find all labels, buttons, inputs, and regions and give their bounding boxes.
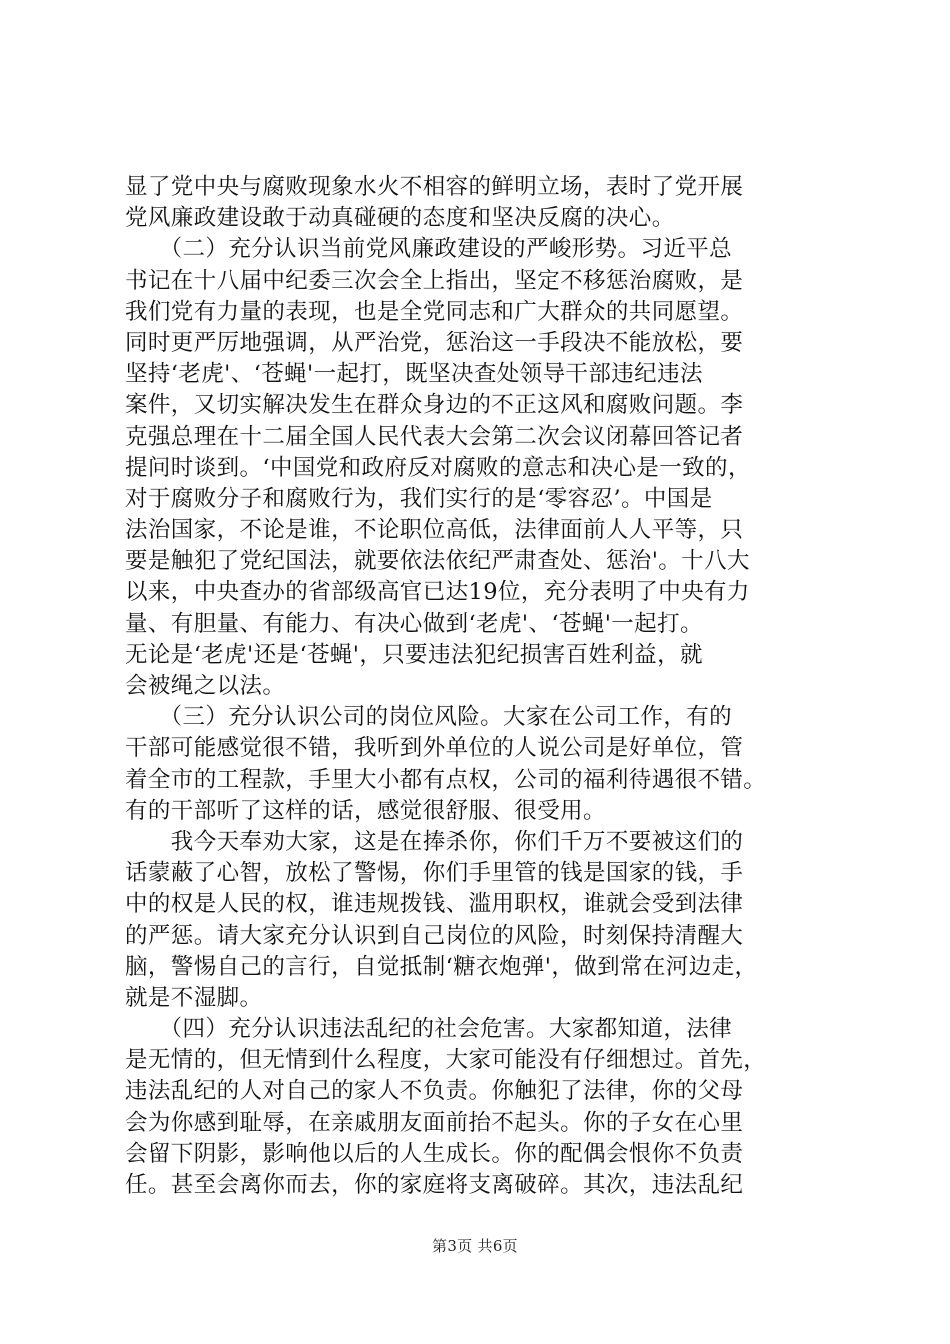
text-line: 的严惩。请大家充分认识到自己岗位的风险，时刻保持清醒大: [125, 922, 744, 949]
text-line: 量、有胆量、有能力、有决心做到‘老虎'、‘苍蝇'一起打。: [125, 610, 703, 637]
text-line: 法治国家，不论是谁，不论职位高低，法律面前人人平等，只: [125, 517, 744, 544]
text-line: 以来，中央查办的省部级高官已达19位，充分表明了中央有力: [125, 579, 750, 606]
text-line: 同时更严厉地强调，从严治党，惩治这一手段决不能放松，要: [125, 329, 744, 356]
text-line: 克强总理在十二届全国人民代表大会第二次会议闭幕回答记者: [125, 423, 744, 450]
text-line: 有的干部听了这样的话，感觉很舒服、很受用。: [125, 797, 606, 824]
text-line: 干部可能感觉很不错，我听到外单位的人说公司是好单位，管: [125, 735, 744, 762]
text-line: 坚持‘老虎'、‘苍蝇'一起打，既坚决查处领导干部违纪违法: [125, 361, 703, 388]
text-line: 会被绳之以法。: [125, 673, 286, 699]
text-line: 显了党中央与腐败现象水火不相容的鲜明立场，表时了党开展: [125, 174, 744, 200]
text-line: 着全市的工程款，手里大小都有点权，公司的福利待遇很不错。: [125, 766, 767, 793]
text-line: 会留下阴影，影响他以后的人生成长。你的配偶会恨你不负责: [125, 1140, 744, 1167]
text-line: 脑，警惕自己的言行，自觉抵制‘糖衣炮弹'，做到常在河边走，: [125, 953, 758, 980]
text-line: 话蒙蔽了心智，放松了警惕，你们手里管的钱是国家的钱，手: [125, 860, 744, 887]
text-line: 无论是‘老虎'还是‘苍蝇'，只要违法犯纪损害百姓利益，就: [125, 641, 703, 668]
text-line: 对于腐败分子和腐败行为，我们实行的是‘零容忍’。中国是: [125, 485, 713, 512]
text-line: 任。甚至会离你而去，你的家庭将支离破碎。其次，违法乱纪: [125, 1172, 744, 1198]
text-line: 我们党有力量的表现，也是全党同志和广大群众的共同愿望。: [125, 298, 744, 325]
text-line: 是无情的，但无情到什么程度，大家可能没有仔细想过。首先，: [125, 1047, 767, 1074]
text-line: （四）充分认识违法乱纪的社会危害。大家都知道，法律: [125, 1016, 733, 1043]
text-line: 会为你感到耻辱，在亲戚朋友面前抬不起头。你的子女在心里: [125, 1109, 744, 1136]
text-line: 就是不湿脚。: [125, 984, 263, 1011]
text-line: 中的权是人民的权，谁违规拨钱、滥用职权，谁就会受到法律: [125, 891, 744, 918]
text-line: 党风廉政建设敢于动真碰硬的态度和坚决反腐的决心。: [125, 205, 675, 232]
document-body: [125, 172, 833, 1201]
text-line: （二）充分认识当前党风廉政建设的严峻形势。习近平总: [125, 236, 733, 263]
text-line: 书记在十八届中纪委三次会全上指出，坚定不移惩治腐败，是: [125, 267, 744, 294]
text-line: 违法乱纪的人对自己的家人不负责。你触犯了法律，你的父母: [125, 1078, 744, 1105]
text-line: 提问时谈到。‘中国党和政府反对腐败的意志和决心是一致的，: [125, 454, 751, 481]
text-line: 要是触犯了党纪国法，就要依法依纪严肃查处、惩治'。十八大: [125, 548, 750, 575]
page-number-footer: 第3页 共6页: [432, 1237, 518, 1255]
text-line: （三）充分认识公司的岗位风险。大家在公司工作，有的: [125, 704, 733, 731]
text-line: 案件，又切实解决发生在群众身边的不正这风和腐败问题。李: [125, 392, 744, 419]
text-line: 我今天奉劝大家，这是在捧杀你，你们千万不要被这们的: [125, 828, 744, 855]
